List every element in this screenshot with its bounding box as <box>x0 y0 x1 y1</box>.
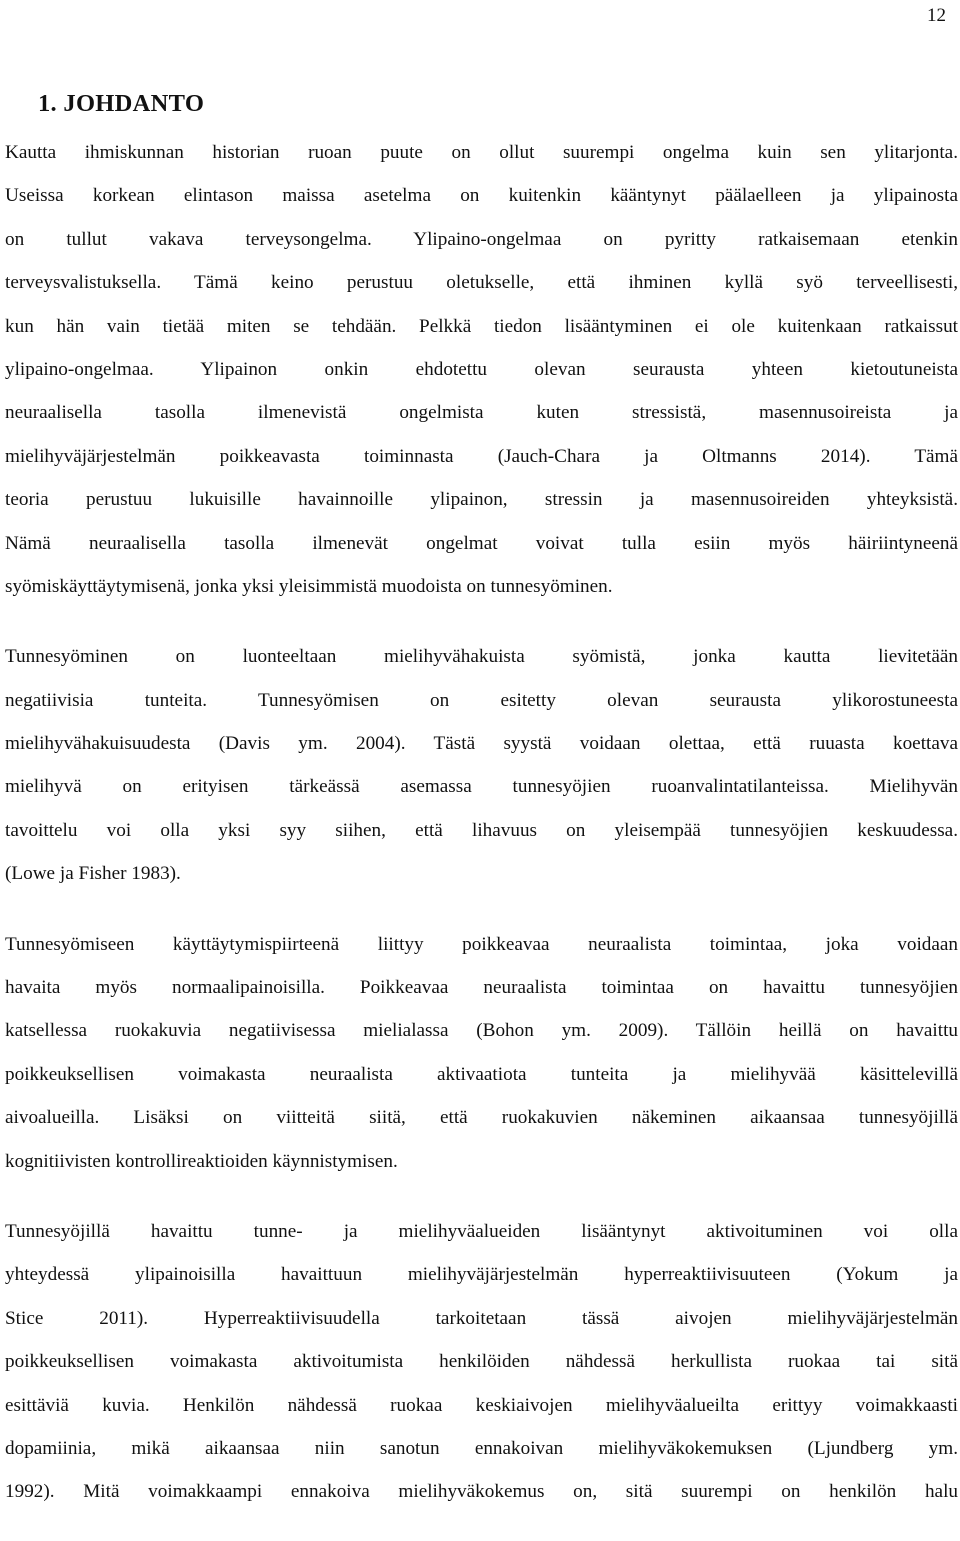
page-number: 12 <box>927 5 946 26</box>
text-line: 1992). Mitä voimakkaampi ennakoiva mielihyväkokemus on, sitä suurempi on henkilön halu <box>5 1481 958 1503</box>
text-line: poikkeuksellisen voimakasta neuraalista aktivaatiota tunteita ja mielihyvää käsittelevillä <box>5 1063 958 1085</box>
text-line: (Lowe ja Fisher 1983). <box>5 863 181 885</box>
text-line: tavoittelu voi olla yksi syy siihen, että lihavuus on yleisempää tunnesyöjien keskuudessa. <box>5 819 958 841</box>
text-line: havaita myös normaalipainoisilla. Poikkeavaa neuraalista toimintaa on havaittu tunnesyöjien <box>5 977 958 999</box>
text-line: Tunnesyömiseen käyttäytymispiirteenä liittyy poikkeavaa neuraalista toimintaa, joka voidaan <box>5 933 958 955</box>
text-line: on tullut vakava terveysongelma. Ylipaino-ongelmaa on pyritty ratkaisemaan etenkin <box>5 228 958 250</box>
body-text <box>5 131 958 1541</box>
paragraph <box>5 1210 958 1514</box>
text-line: yhteydessä ylipainoisilla havaittuun mielihyväjärjestelmän hyperreaktiivisuuteen (Yokum ja <box>5 1264 958 1286</box>
text-line: esittäviä kuvia. Henkilön nähdessä ruokaa keskiaivojen mielihyväalueilta erittyy voimakkaasti <box>5 1394 958 1416</box>
paragraph <box>5 635 958 895</box>
text-line: terveysvalistuksella. Tämä keino perustuu oletukselle, että ihminen kyllä syö terveellisesti, <box>5 272 958 294</box>
paragraph <box>5 923 958 1183</box>
text-line: kognitiivisten kontrollireaktioiden käynnistymisen. <box>5 1150 398 1172</box>
text-line: katsellessa ruokakuvia negatiivisessa mielialassa (Bohon ym. 2009). Tällöin heillä on havaittu <box>5 1020 958 1042</box>
text-line: Useissa korkean elintason maissa asetelma on kuitenkin kääntynyt päälaelleen ja ylipainosta <box>5 185 958 207</box>
text-line: poikkeuksellisen voimakasta aktivoitumista henkilöiden nähdessä herkullista ruokaa tai sitä <box>5 1351 958 1373</box>
text-line: negatiivisia tunteita. Tunnesyömisen on esitetty olevan seurausta ylikorostuneesta <box>5 689 958 711</box>
text-line: kun hän vain tietää miten se tehdään. Pelkkä tiedon lisääntyminen ei ole kuitenkaan ratkaissut <box>5 315 958 337</box>
text-line: ylipaino-ongelmaa. Ylipainon onkin ehdotettu olevan seurausta yhteen kietoutuneista <box>5 358 958 380</box>
text-line: dopamiinia, mikä aikaansaa niin sanotun ennakoivan mielihyväkokemuksen (Ljundberg ym. <box>5 1437 958 1459</box>
text-line: neuraalisella tasolla ilmenevistä ongelmista kuten stressistä, masennusoireista ja <box>5 402 958 424</box>
text-line: Kautta ihmiskunnan historian ruoan puute on ollut suurempi ongelma kuin sen ylitarjonta. <box>5 142 958 163</box>
text-line: syömiskäyttäytymisenä, jonka yksi yleisimmistä muodoista on tunnesyöminen. <box>5 575 613 597</box>
text-line: mielihyvä on erityisen tärkeässä asemassa tunnesyöjien ruoanvalintatilanteissa. Mielihyvän <box>5 776 958 798</box>
text-line: mielihyväjärjestelmän poikkeavasta toiminnasta (Jauch-Chara ja Oltmanns 2014). Tämä <box>5 445 958 467</box>
text-line: Tunnesyöminen on luonteeltaan mielihyvähakuista syömistä, jonka kautta lievitetään <box>5 646 958 668</box>
text-line: Stice 2011). Hyperreaktiivisuudella tarkoitetaan tässä aivojen mielihyväjärjestelmän <box>5 1307 958 1329</box>
text-line: Nämä neuraalisella tasolla ilmenevät ongelmat voivat tulla esiin myös häiriintyneenä <box>5 532 958 554</box>
paragraph <box>5 131 958 608</box>
text-line: teoria perustuu lukuisille havainnoille ylipainon, stressin ja masennusoireiden yhteyksistä. <box>5 489 958 511</box>
text-line: mielihyvähakuisuudesta (Davis ym. 2004). Tästä syystä voidaan olettaa, että ruuasta koettava <box>5 733 958 755</box>
text-line: aivoalueilla. Lisäksi on viitteitä siitä, että ruokakuvien näkeminen aikaansaa tunnesyöjillä <box>5 1107 958 1129</box>
text-line: Tunnesyöjillä havaittu tunne- ja mielihyväalueiden lisääntynyt aktivoituminen voi olla <box>5 1220 958 1242</box>
section-heading: 1. JOHDANTO <box>38 90 205 117</box>
